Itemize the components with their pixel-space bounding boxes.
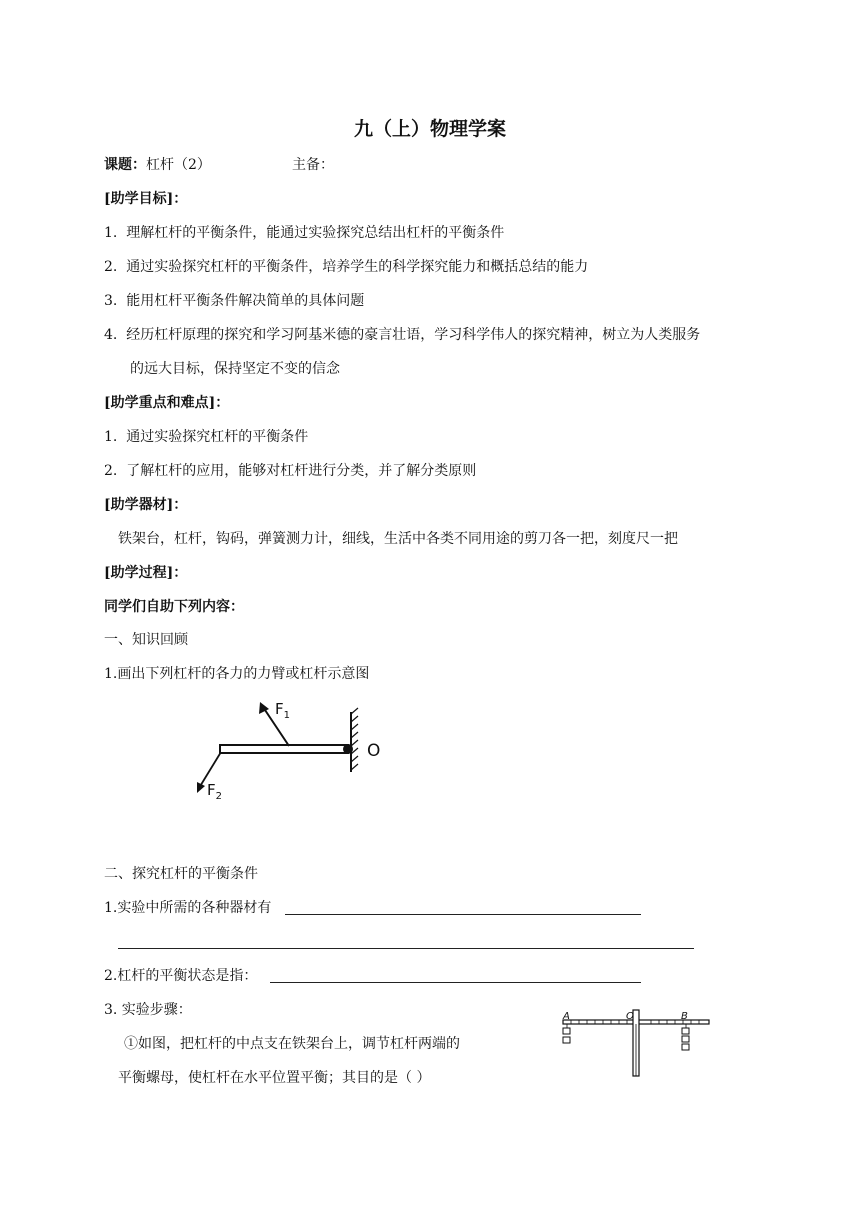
question-text: 3. 实验步骤： [104, 1002, 192, 1018]
point-o-label: O [626, 1011, 634, 1022]
force-f2-label: $F_2$ [207, 781, 223, 802]
weight-a-2 [563, 1037, 570, 1043]
key-text: 了解杠杆的应用，能够对杠杆进行分类，并了解分类原则 [126, 463, 477, 479]
goal-item [104, 257, 588, 277]
pivot-point [343, 744, 353, 754]
step-text: ①如图，把杠杆的中点支在铁架台上，调节杠杆两端的 [124, 1036, 460, 1052]
goal-text: 理解杠杆的平衡条件，能通过实验探究总结出杠杆的平衡条件 [126, 225, 505, 241]
weight-a-1 [563, 1028, 570, 1034]
goal-item [104, 325, 700, 345]
goal-continuation: 的远大目标，保持坚定不变的信念 [130, 361, 340, 377]
key-number: 2. [104, 463, 118, 479]
goal-number: 1. [104, 225, 118, 241]
key-item [104, 461, 476, 481]
question-text: 1.画出下列杠杆的各力的力臂或杠杆示意图 [104, 666, 370, 682]
goal-number: 4. [104, 327, 118, 343]
goals-heading: [助学目标]： [104, 191, 188, 207]
equipment-heading: [助学器材]： [104, 497, 188, 513]
weight-b-2 [682, 1036, 689, 1042]
topic-line [104, 155, 211, 175]
key-item [104, 427, 308, 447]
lever-bar [220, 745, 348, 753]
self-help-line: 同学们自助下列内容： [104, 599, 244, 615]
key-text: 通过实验探究杠杆的平衡条件 [126, 429, 309, 445]
page-title: 九（上）物理学案 [353, 118, 506, 140]
preparer-label: 主备： [292, 157, 334, 173]
wall-hatching [351, 708, 358, 770]
weight-b-3 [682, 1044, 689, 1050]
step-text: 平衡螺母，使杠杆在水平位置平衡；其目的是（ ） [118, 1070, 431, 1086]
topic-value: 杠杆（2） [146, 157, 211, 173]
goal-text: 通过实验探究杠杆的平衡条件，培养学生的科学探究能力和概括总结的能力 [126, 259, 589, 275]
goal-text: 能用杠杆平衡条件解决简单的具体问题 [126, 293, 365, 309]
goal-item [104, 223, 504, 243]
point-a-label: A [563, 1011, 570, 1022]
goal-text: 经历杠杆原理的探究和学习阿基米德的豪言壮语，学习科学伟人的探究精神，树立为人类服务 [126, 327, 701, 343]
pivot-label: O [367, 741, 381, 761]
section-heading: 一、知识回顾 [104, 632, 188, 648]
lever-diagram-2 [555, 1006, 720, 1082]
answer-blank[interactable] [285, 914, 641, 915]
key-heading: [助学重点和难点]： [104, 395, 230, 411]
goal-item [104, 291, 364, 311]
goal-number: 2. [104, 259, 118, 275]
topic-label: 课题： [104, 157, 146, 173]
answer-blank[interactable] [270, 982, 641, 983]
section-heading: 二、探究杠杆的平衡条件 [104, 866, 258, 882]
question-text: 1.实验中所需的各种器材有 [104, 900, 272, 916]
key-number: 1. [104, 429, 118, 445]
force-f1-label: $F_1$ [275, 700, 291, 721]
lever-diagram-1 [185, 692, 400, 802]
question-text: 2.杠杆的平衡状态是指： [104, 968, 258, 984]
process-heading: [助学过程]： [104, 565, 188, 581]
answer-blank[interactable] [118, 948, 694, 949]
weight-b-1 [682, 1028, 689, 1034]
point-b-label: B [681, 1011, 688, 1022]
goal-number: 3. [104, 293, 118, 309]
equipment-text: 铁架台，杠杆，钩码，弹簧测力计，细线，生活中各类不同用途的剪刀各一把，刻度尺一把 [118, 531, 678, 547]
